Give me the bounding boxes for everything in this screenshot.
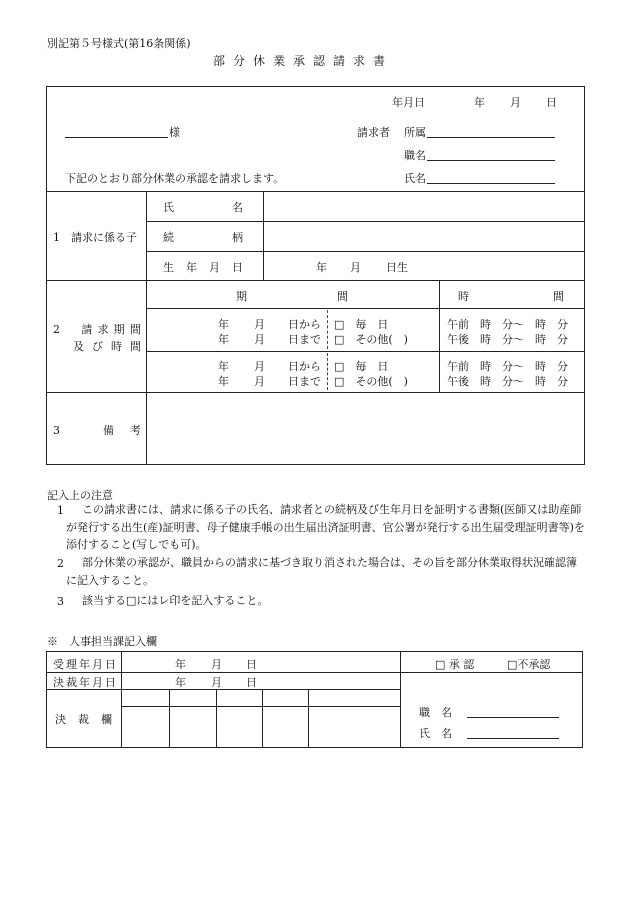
requester-label: 請求者 — [357, 126, 390, 139]
divider — [146, 308, 585, 309]
divider — [146, 351, 585, 352]
period2-other-checkbox[interactable]: □ その他( ) — [334, 375, 408, 388]
section2-label-line2: 及び時間 — [73, 340, 141, 353]
received-day: 日 — [246, 658, 257, 671]
divider — [46, 191, 585, 192]
affiliation-field[interactable] — [427, 137, 555, 138]
divider — [262, 689, 263, 748]
divider — [263, 191, 264, 280]
divider — [46, 280, 585, 281]
section2-label-line1: 2 請求期間 — [53, 323, 141, 336]
form-id: 別記第５号様式(第16条関係) — [47, 37, 191, 50]
notes-heading: 記入上の注意 — [47, 489, 113, 502]
period2-to-tail: 日まで — [288, 375, 321, 388]
birth-month-label: 月 — [350, 261, 361, 274]
period-header: 期間 — [236, 290, 348, 303]
dashed-divider — [327, 353, 328, 390]
divider — [308, 689, 309, 748]
hr-table — [46, 651, 583, 748]
child-relation-label: 続柄 — [163, 231, 243, 244]
date-label: 年月日 — [392, 96, 425, 109]
divider — [146, 251, 585, 252]
note-item: 該当する□にはレ印を記入すること。 — [82, 594, 269, 607]
received-year: 年 — [175, 658, 186, 671]
note-number: 3 — [57, 595, 64, 608]
date-day-label: 日 — [546, 96, 557, 109]
hr-section-heading: ※ 人事担当課記入欄 — [47, 635, 157, 648]
hr-position-label: 職 名 — [419, 706, 452, 719]
divider — [46, 672, 583, 673]
affiliation-label: 所属 — [404, 126, 426, 139]
divider — [121, 651, 122, 748]
date-month-label: 月 — [510, 96, 521, 109]
hr-position-field[interactable] — [467, 717, 559, 718]
reject-checkbox[interactable]: □不承認 — [507, 658, 551, 671]
position-label: 職名 — [404, 149, 426, 162]
note-number: 1 — [57, 504, 64, 517]
period2-from-tail: 日から — [288, 360, 321, 373]
birth-year-label: 年 — [316, 261, 327, 274]
period1-to-year: 年 — [218, 333, 229, 346]
decided-year: 年 — [175, 676, 186, 689]
period1-to-tail: 日まで — [288, 333, 321, 346]
addressee-suffix: 様 — [169, 126, 180, 139]
decided-month: 月 — [211, 676, 222, 689]
approve-checkbox[interactable]: □ 承 認 — [435, 658, 475, 671]
period1-from-year: 年 — [218, 318, 229, 331]
period1-to-month: 月 — [254, 333, 265, 346]
period1-daily-checkbox[interactable]: □ 毎 日 — [334, 318, 389, 331]
addressee-field[interactable] — [65, 137, 168, 138]
divider — [216, 689, 217, 748]
divider — [439, 280, 440, 392]
note-number: 2 — [57, 557, 64, 570]
period1-pm-time: 午後 時 分〜 時 分 — [447, 333, 568, 346]
approval-column-label: 決裁欄 — [55, 713, 112, 726]
period1-am-time: 午前 時 分〜 時 分 — [447, 318, 568, 331]
section1-label: 1 請求に係る子 — [53, 231, 137, 244]
received-date-label: 受理年月日 — [53, 658, 116, 671]
period2-to-month: 月 — [254, 375, 265, 388]
child-birth-label: 生年月日 — [163, 261, 243, 274]
decided-date-label: 決裁年月日 — [53, 676, 116, 689]
name-field[interactable] — [427, 183, 555, 184]
period2-pm-time: 午後 時 分〜 時 分 — [447, 375, 568, 388]
divider — [400, 651, 401, 748]
hr-name-label: 氏 名 — [419, 727, 452, 740]
note-item: 部分休業の承認が、職員からの請求に基づき取り消された場合は、その旨を部分休業取得状況確認簿に記入すること。 — [66, 556, 577, 587]
page-title: 部分休業承認請求書 — [213, 54, 394, 68]
period1-from-month: 月 — [254, 318, 265, 331]
period2-from-year: 年 — [218, 360, 229, 373]
birth-day-label: 日生 — [386, 261, 408, 274]
period2-to-year: 年 — [218, 375, 229, 388]
divider — [146, 221, 585, 222]
divider — [169, 689, 170, 748]
period2-from-month: 月 — [254, 360, 265, 373]
position-field[interactable] — [427, 160, 555, 161]
received-month: 月 — [211, 658, 222, 671]
child-name-label: 氏名 — [163, 201, 243, 214]
dashed-divider — [327, 310, 328, 349]
hr-name-field[interactable] — [467, 738, 559, 739]
divider — [121, 706, 400, 707]
period2-am-time: 午前 時 分〜 時 分 — [447, 360, 568, 373]
time-header: 時間 — [458, 290, 564, 303]
period1-from-tail: 日から — [288, 318, 321, 331]
period2-daily-checkbox[interactable]: □ 毎 日 — [334, 360, 389, 373]
date-year-label: 年 — [474, 96, 485, 109]
decided-day: 日 — [246, 676, 257, 689]
period1-other-checkbox[interactable]: □ その他( ) — [334, 333, 408, 346]
note-item: この請求書には、請求に係る子の氏名、請求者との続柄及び生年月日を証明する書類(医師又は助産師が発行する出生(産)証明書、母子健康手帳の出生届出済証明書、官公署が発行する出生届受理証明書等)を添付すること(写しでも可)。 — [66, 503, 585, 551]
remarks-field[interactable] — [147, 393, 584, 464]
request-statement: 下記のとおり部分休業の承認を請求します。 — [65, 172, 285, 185]
section3-label: 3 備考 — [53, 424, 141, 437]
name-label: 氏名 — [404, 172, 426, 185]
